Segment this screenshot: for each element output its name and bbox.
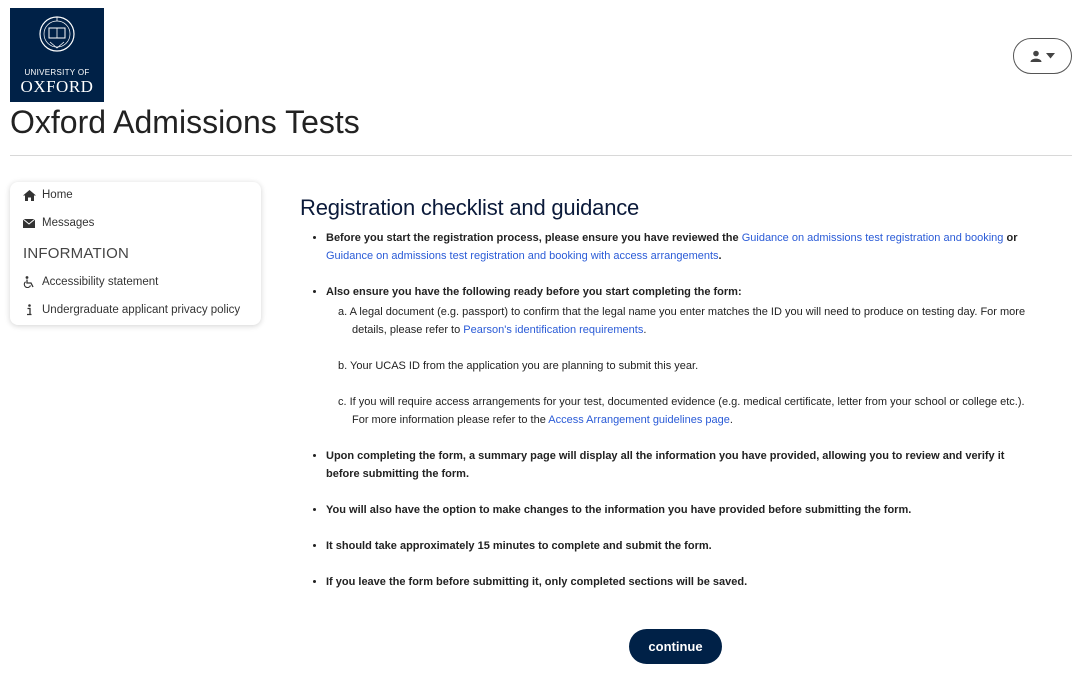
main-content [300,195,1040,609]
sidebar-item-accessibility-label: Accessibility statement [42,276,159,288]
ready-sublist [326,303,1040,429]
checklist-item-guidance [326,229,1040,265]
checklist-item-duration: • It should take approximately 15 minutes to complete and submit the form. [326,537,1040,555]
crest-icon [38,14,76,62]
checklist-item-save: • If you leave the form before submitting it, only completed sections will be saved. [326,573,1040,591]
user-menu-button[interactable] [1013,38,1072,74]
access-arrangement-link[interactable]: Access Arrangement guidelines page [548,414,730,426]
sublist-item-ucas-id [338,357,1040,375]
ready-text: Also ensure you have the following ready before you start completing the form: [326,286,742,298]
checklist-item-changes: • You will also have the option to make changes to the information you have provided before submitting the form. [326,501,1040,519]
logo-oxford: OXFORD [20,77,94,96]
logo-university-of: UNIVERSITY OF [24,68,90,77]
info-icon [22,304,36,316]
envelope-icon [22,219,36,228]
sidebar-item-privacy[interactable] [22,304,240,316]
user-icon [1030,50,1042,62]
guidance-access-link[interactable]: Guidance on admissions test registration and booking with access arrangements [326,250,719,262]
site-title: Oxford Admissions Tests [10,104,360,140]
pearson-id-link[interactable]: Pearson's identification requirements [463,324,644,336]
guidance-or-text: or [1003,232,1018,244]
sidebar-item-messages[interactable] [22,217,94,229]
access-arrangements-text: c. If you will require access arrangements for your test, documented evidence (e.g. medical certificate, letter from your school or college etc.). For more information please refer to the [338,396,1025,426]
continue-button[interactable]: continue [629,629,722,664]
sublist-item-legal-document [338,303,1040,339]
checklist [300,229,1040,591]
legal-document-text: a. A legal document (e.g. passport) to confirm that the legal name you enter matches the ID you will need to produce on testing day. For more details, please refer to [338,306,1026,336]
wheelchair-icon [22,276,36,288]
caret-down-icon [1046,53,1055,59]
sidebar-section-heading: INFORMATION [23,245,130,262]
guidance-link[interactable]: Guidance on admissions test registration and booking [741,232,1004,244]
ucas-id-text: b. Your UCAS ID from the application you are planning to submit this year. [338,360,699,372]
checklist-item-summary: • Upon completing the form, a summary page will display all the information you have provided, allowing you to review and verify it before submitting the form. [326,447,1040,483]
sidebar [10,182,261,325]
sidebar-item-home[interactable] [22,189,73,201]
checklist-item-ready [326,283,1040,429]
home-icon [22,190,36,201]
access-arrangements-end: . [729,414,733,426]
sidebar-item-accessibility[interactable] [22,276,158,288]
guidance-end-text: . [718,250,722,262]
sublist-item-access-arrangements [338,393,1040,429]
sidebar-item-home-label: Home [42,189,73,201]
guidance-text: Before you start the registration process, please ensure you have reviewed the [326,232,742,244]
sidebar-item-messages-label: Messages [42,217,95,229]
legal-document-end: . [643,324,647,336]
sidebar-item-privacy-label: Undergraduate applicant privacy policy [42,304,241,316]
university-logo[interactable] [10,8,104,102]
page-title: Registration checklist and guidance [300,195,640,220]
header-divider [10,155,1072,156]
